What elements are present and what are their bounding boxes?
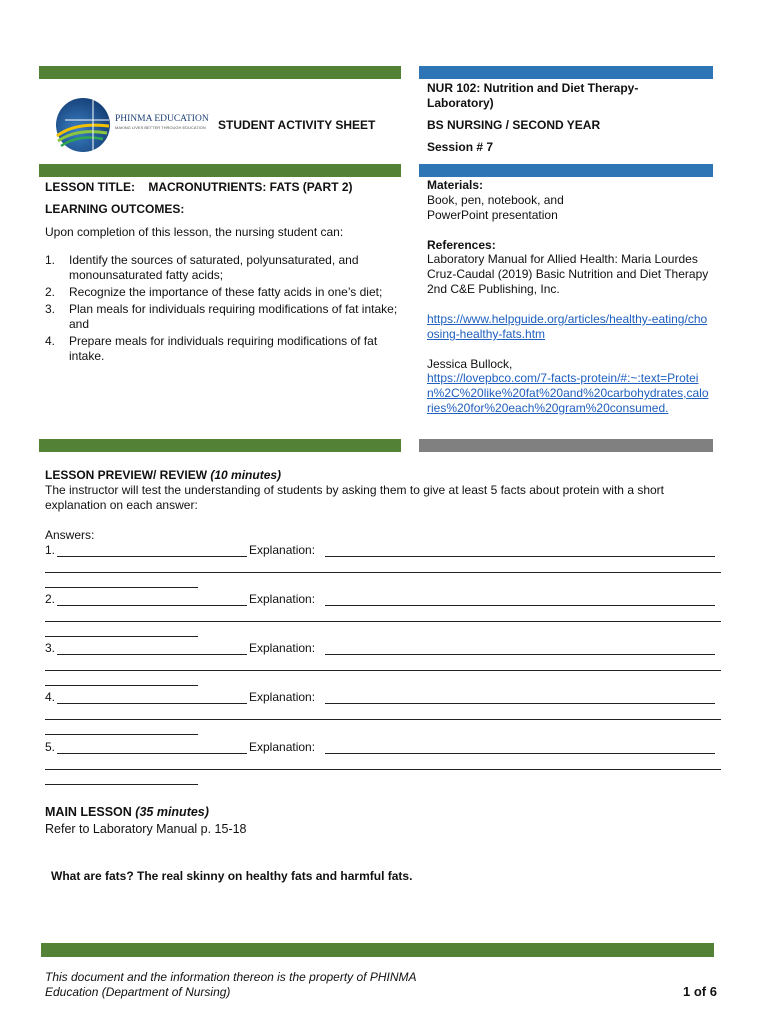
answer-number: 2. [45, 592, 56, 606]
outcome-number: 3. [45, 302, 56, 316]
answer-number: 3. [45, 641, 56, 655]
outcome-text: Recognize the importance of these fatty acids in one’s diet; [69, 285, 383, 299]
outcome-text: Identify the sources of saturated, polyunsaturated, and monounsaturated fatty acids; [69, 253, 359, 282]
main-lesson-question: What are fats? The real skinny on healthy fats and harmful fats. [51, 869, 413, 883]
explanation-short-line[interactable] [45, 685, 198, 686]
explanation-continuation-line[interactable] [45, 670, 721, 671]
lower-left-green-bar [39, 439, 401, 452]
answer-blank[interactable] [57, 703, 247, 704]
answer-number: 4. [45, 690, 56, 704]
learning-outcomes-label: LEARNING OUTCOMES: [45, 202, 185, 216]
lesson-title [45, 180, 353, 195]
outcome-item [45, 253, 399, 283]
logo [55, 96, 220, 154]
answer-number: 5. [45, 740, 56, 754]
footer-green-bar [41, 943, 714, 957]
explanation-short-line[interactable] [45, 636, 198, 637]
explanation-blank[interactable] [325, 556, 715, 557]
page-number: 1 of 6 [683, 984, 717, 999]
preview-time: (10 minutes) [210, 468, 282, 482]
explanation-continuation-line[interactable] [45, 719, 721, 720]
outcome-item [45, 302, 399, 332]
reference-manual: Laboratory Manual for Allied Health: Maria Lourdes Cruz-Caudal (2019) Basic Nutrition and Diet Therapy 2nd C&E Publishing, Inc. [427, 252, 709, 296]
logo-tagline: MAKING LIVES BETTER THROUGH EDUCATION [115, 125, 206, 130]
session-number: Session # 7 [427, 140, 494, 154]
top-left-green-bar [39, 66, 401, 79]
mid-left-green-bar [39, 164, 401, 177]
explanation-label: Explanation: [249, 690, 316, 704]
lesson-title-value: MACRONUTRIENTS: FATS (PART 2) [148, 180, 353, 194]
answer-blank[interactable] [57, 753, 247, 754]
explanation-label: Explanation: [249, 641, 316, 655]
main-lesson-refer: Refer to Laboratory Manual p. 15-18 [45, 822, 247, 836]
course-title: NUR 102: Nutrition and Diet Therapy-Laboratory) [427, 81, 639, 110]
explanation-label: Explanation: [249, 543, 316, 557]
answer-blank[interactable] [57, 654, 247, 655]
reference-author-bullock: Jessica Bullock, [427, 357, 513, 371]
outcome-item [45, 285, 399, 300]
phinma-logo-icon [55, 96, 111, 154]
materials-text: Book, pen, notebook, and PowerPoint presentation [427, 193, 564, 222]
explanation-continuation-line[interactable] [45, 769, 721, 770]
logo-name: PHINMA EDUCATION [115, 114, 209, 124]
outcomes-intro: Upon completion of this lesson, the nursing student can: [45, 225, 344, 239]
preview-heading [45, 468, 281, 483]
explanation-short-line[interactable] [45, 784, 198, 785]
answer-blank[interactable] [57, 605, 247, 606]
explanation-blank[interactable] [325, 605, 715, 606]
outcome-number: 1. [45, 253, 56, 267]
answer-blank[interactable] [57, 556, 247, 557]
explanation-blank[interactable] [325, 703, 715, 704]
answer-number: 1. [45, 543, 56, 557]
materials-label: Materials: [427, 178, 484, 192]
lower-right-gray-bar [419, 439, 713, 452]
outcome-text: Prepare meals for individuals requiring modifications of fat intake. [69, 334, 378, 363]
answers-label: Answers: [45, 528, 95, 542]
footer-text: This document and the information thereon is the property of PHINMA Education (Department of Nursing) [45, 970, 417, 999]
top-right-blue-bar [419, 66, 713, 79]
reference-link-helpguide[interactable]: https://www.helpguide.org/articles/healthy-eating/choosing-healthy-fats.htm [427, 312, 708, 341]
main-lesson-heading [45, 805, 209, 819]
outcome-number: 4. [45, 334, 56, 348]
explanation-short-line[interactable] [45, 734, 198, 735]
mid-right-blue-bar [419, 164, 713, 177]
explanation-blank[interactable] [325, 654, 715, 655]
outcome-item [45, 334, 399, 364]
outcome-text: Plan meals for individuals requiring modifications of fat intake; and [69, 302, 398, 331]
references-label: References: [427, 238, 496, 252]
preview-title: LESSON PREVIEW/ REVIEW [45, 468, 208, 482]
main-lesson-time: (35 minutes) [135, 805, 209, 819]
explanation-label: Explanation: [249, 740, 316, 754]
program-year: BS NURSING / SECOND YEAR [427, 118, 601, 132]
outcomes-list [45, 253, 399, 366]
lesson-title-label: LESSON TITLE: [45, 180, 135, 194]
main-lesson-title: MAIN LESSON [45, 805, 132, 819]
explanation-label: Explanation: [249, 592, 316, 606]
explanation-short-line[interactable] [45, 587, 198, 588]
sheet-title: STUDENT ACTIVITY SHEET [218, 118, 376, 132]
explanation-continuation-line[interactable] [45, 572, 721, 573]
preview-instructions: The instructor will test the understanding of students by asking them to give at least 5 facts about protein with a short explanation on each answer: [45, 483, 665, 512]
explanation-continuation-line[interactable] [45, 621, 721, 622]
outcome-number: 2. [45, 285, 56, 299]
explanation-blank[interactable] [325, 753, 715, 754]
reference-link-lovepbco[interactable]: https://lovepbco.com/7-facts-protein/#:~:text=Protein%2C%20like%20fat%20and%20carbohydrates,calories%20for%20each%20gram%20consumed. [427, 371, 709, 415]
